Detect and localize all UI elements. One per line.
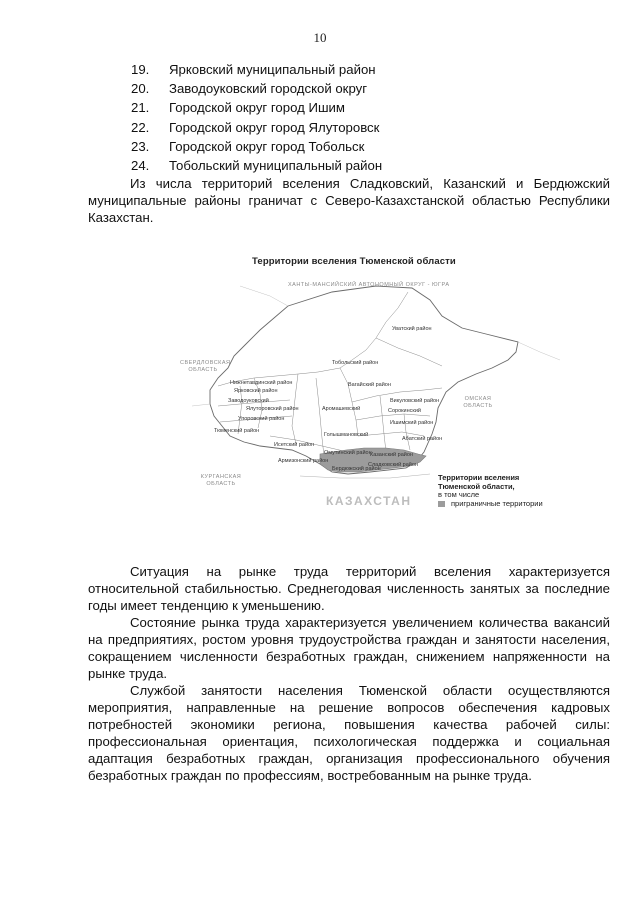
list-item bbox=[131, 118, 382, 137]
list-item-text: Заводоуковский городской округ bbox=[169, 81, 368, 97]
district-label-kazanskoe: Казанский район bbox=[370, 452, 413, 458]
kazakhstan-border-line bbox=[300, 474, 430, 478]
district-label-tyumen: Тюменский район bbox=[214, 428, 260, 434]
paragraph-labor-market: Ситуация на рынке труда территорий вселения характеризуется относительной стабильностью. Среднегодовая численность занятых за последние годы имеет тенденцию к уменьшению. bbox=[88, 564, 610, 613]
district-label-sladkovo: Сладковский район bbox=[368, 462, 418, 468]
map-legend bbox=[438, 474, 543, 508]
district-label-vagai: Вагайский район bbox=[348, 382, 391, 388]
list-item-text: Тобольский муниципальный район bbox=[169, 158, 383, 174]
list-item bbox=[131, 137, 382, 156]
region-label-omsk: ОМСКАЯ ОБЛАСТЬ bbox=[463, 396, 493, 409]
paragraph-market-state: Состояние рынка труда характеризуется увеличением количества вакансий на предприятиях, ростом уровня трудоустройства граждан и занятости населения, сокращением численности безработных граждан, снижением напряженности на рынке труда. bbox=[88, 615, 610, 681]
district-label-isetskoe: Исетский район bbox=[274, 442, 315, 448]
list-item-text: Городской округ город Тобольск bbox=[169, 138, 365, 154]
page-number: 10 bbox=[313, 30, 327, 45]
map-title: Территории вселения Тюменской области bbox=[252, 256, 456, 267]
list-item bbox=[131, 156, 382, 175]
district-label-yalutorovsk: Ялуторовский район bbox=[246, 406, 299, 412]
municipality-list bbox=[131, 60, 382, 175]
list-item-text: Городской округ город Ялуторовск bbox=[169, 119, 380, 135]
list-item-text: Городской округ город Ишим bbox=[169, 100, 345, 116]
region-label-kazakhstan: КАЗАХСТАН bbox=[326, 494, 412, 508]
list-item bbox=[131, 60, 382, 79]
district-label-golyshmanovo: Голышмановский bbox=[324, 432, 369, 438]
region-label-sverdlovsk: СВЕРДЛОВСКАЯ ОБЛАСТЬ bbox=[180, 360, 231, 373]
district-label-vikulovo: Викуловский район bbox=[390, 398, 440, 404]
legend-swatch-gray bbox=[438, 501, 445, 507]
legend-item-label: приграничные территории bbox=[451, 498, 543, 508]
list-item-text: Ярковский муниципальный район bbox=[169, 62, 376, 77]
district-label-berdyuzhye: Бердюжский район bbox=[332, 466, 381, 472]
border-paragraph: Из числа территорий вселения Сладковский, Казанский и Бердюжский муниципальные районы граничат с Северо-Казахстанской областью Республики Казахстан. bbox=[88, 176, 610, 225]
district-label-omutinskoe: Омутинский район bbox=[324, 450, 372, 456]
legend-subtitle: в том числе bbox=[438, 490, 480, 500]
list-item-number: 23. bbox=[131, 138, 150, 154]
neighbor-region-line bbox=[192, 404, 210, 406]
district-label-zavodoukovsk: Заводоуковский bbox=[228, 398, 269, 404]
list-item-number: 22. bbox=[131, 119, 150, 135]
list-item-number: 21. bbox=[131, 100, 150, 116]
region-label-kurgan: КУРГАНСКАЯ ОБЛАСТЬ bbox=[200, 474, 242, 487]
body-paragraphs bbox=[88, 563, 610, 784]
legend-item-border bbox=[438, 500, 543, 509]
legend-title-line: Тюменской области, bbox=[438, 481, 515, 491]
district-label-uvat: Уватский район bbox=[392, 326, 432, 332]
district-label-armizon: Армизонский район bbox=[278, 458, 329, 464]
district-label-yarkovo: Ярковский район bbox=[234, 388, 278, 394]
neighbor-region-line bbox=[240, 286, 288, 306]
district-label-sorokino: Сорокинский bbox=[388, 408, 421, 414]
district-label-abatskoe: Абатский район bbox=[402, 436, 443, 442]
list-item-number: 24. bbox=[131, 158, 150, 174]
paragraph-employment-service: Службой занятости населения Тюменской области осуществляются мероприятия, направленные на решение вопросов обеспечения кадровых потребностей экономики региона, повышения качества рабочей силы: профессиональная ориентация, психологическая поддержка и социальная адаптация безработных граждан, организация профессионального обучения безработных граждан по профессиям, востребованным на рынке труда. bbox=[88, 683, 610, 783]
region-label-khmao: ХАНТЫ-МАНСИЙСКИЙ АВТОНОМНЫЙ ОКРУГ - ЮГРА bbox=[288, 282, 450, 288]
list-item-number: 20. bbox=[131, 81, 150, 97]
border-paragraph-block bbox=[88, 175, 610, 226]
district-label-tobolsk: Тобольский район bbox=[332, 360, 379, 366]
list-item-number: 19. bbox=[131, 62, 150, 77]
list-item bbox=[131, 98, 382, 117]
list-item bbox=[131, 79, 382, 98]
district-label-nizhnetavda: Нижнетавдинский район bbox=[230, 380, 293, 386]
legend-title-line: Территории вселения bbox=[438, 473, 520, 482]
district-label-uporovo: Упоровский район bbox=[238, 416, 285, 422]
territories-map bbox=[180, 256, 600, 526]
district-label-ishim: Ишимский район bbox=[390, 420, 434, 426]
district-label-aromashevo: Аромашевский bbox=[322, 406, 361, 412]
neighbor-region-line bbox=[518, 342, 560, 360]
